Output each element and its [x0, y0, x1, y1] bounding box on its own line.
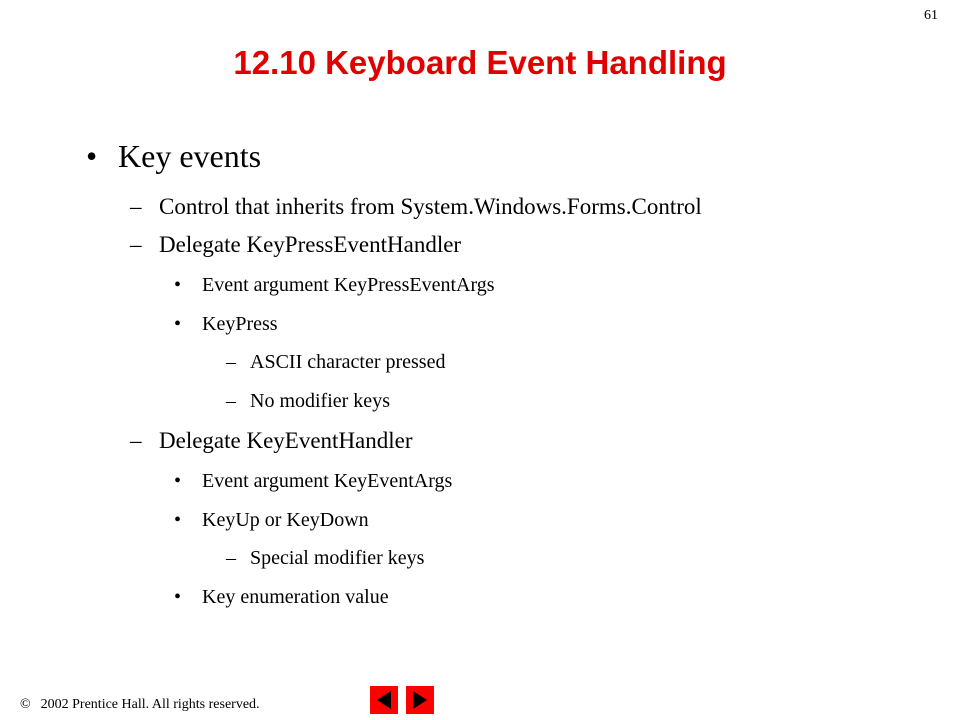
- bullet-text: Key enumeration value: [202, 586, 389, 608]
- bullet-mark: –: [130, 232, 142, 257]
- bullet-keypress-eventargs: [174, 274, 495, 297]
- bullet-keyup-keydown: [174, 509, 369, 532]
- bullet-text: KeyUp or KeyDown: [202, 509, 369, 531]
- bullet-mark: •: [174, 586, 182, 608]
- bullet-delegate-keypress: [130, 232, 461, 258]
- previous-slide-button[interactable]: [370, 686, 398, 714]
- bullet-text: Special modifier keys: [250, 547, 425, 569]
- copyright: [20, 697, 260, 713]
- bullet-mark: •: [174, 274, 182, 296]
- page-number: 61: [924, 8, 938, 23]
- bullet-key-events: [86, 138, 261, 175]
- bullet-mark: •: [174, 509, 182, 531]
- bullet-text: Event argument KeyEventArgs: [202, 470, 453, 492]
- bullet-text: Key events: [118, 138, 262, 174]
- bullet-mark: –: [130, 428, 142, 453]
- right-arrow-icon: [406, 686, 434, 714]
- bullet-text: Event argument KeyPressEventArgs: [202, 274, 495, 296]
- bullet-mark: •: [86, 138, 98, 174]
- bullet-text: No modifier keys: [250, 390, 390, 412]
- bullet-ascii-pressed: [226, 351, 445, 374]
- bullet-text: Delegate KeyEventHandler: [159, 428, 413, 453]
- bullet-control-inherits: [130, 194, 702, 220]
- bullet-keypress: [174, 313, 278, 336]
- bullet-mark: –: [226, 390, 236, 412]
- bullet-text: Control that inherits from System.Windows.Forms.Control: [159, 194, 702, 219]
- copyright-symbol: ©: [20, 697, 31, 712]
- bullet-delegate-keyevent: [130, 428, 413, 454]
- bullet-mark: •: [174, 313, 182, 335]
- copyright-text: 2002 Prentice Hall. All rights reserved.: [40, 697, 260, 712]
- slide-title: 12.10 Keyboard Event Handling: [233, 44, 727, 81]
- bullet-keyeventargs: [174, 470, 452, 493]
- next-slide-button[interactable]: [406, 686, 434, 714]
- bullet-key-enumeration: [174, 586, 389, 609]
- bullet-text: Delegate KeyPressEventHandler: [159, 232, 462, 257]
- left-arrow-icon: [370, 686, 398, 714]
- bullet-mark: –: [226, 351, 236, 373]
- bullet-mark: –: [226, 547, 236, 569]
- bullet-mark: •: [174, 470, 182, 492]
- bullet-no-modifier: [226, 390, 390, 413]
- bullet-text: ASCII character pressed: [250, 351, 446, 373]
- bullet-special-modifier: [226, 547, 424, 570]
- bullet-mark: –: [130, 194, 142, 219]
- bullet-text: KeyPress: [202, 313, 278, 335]
